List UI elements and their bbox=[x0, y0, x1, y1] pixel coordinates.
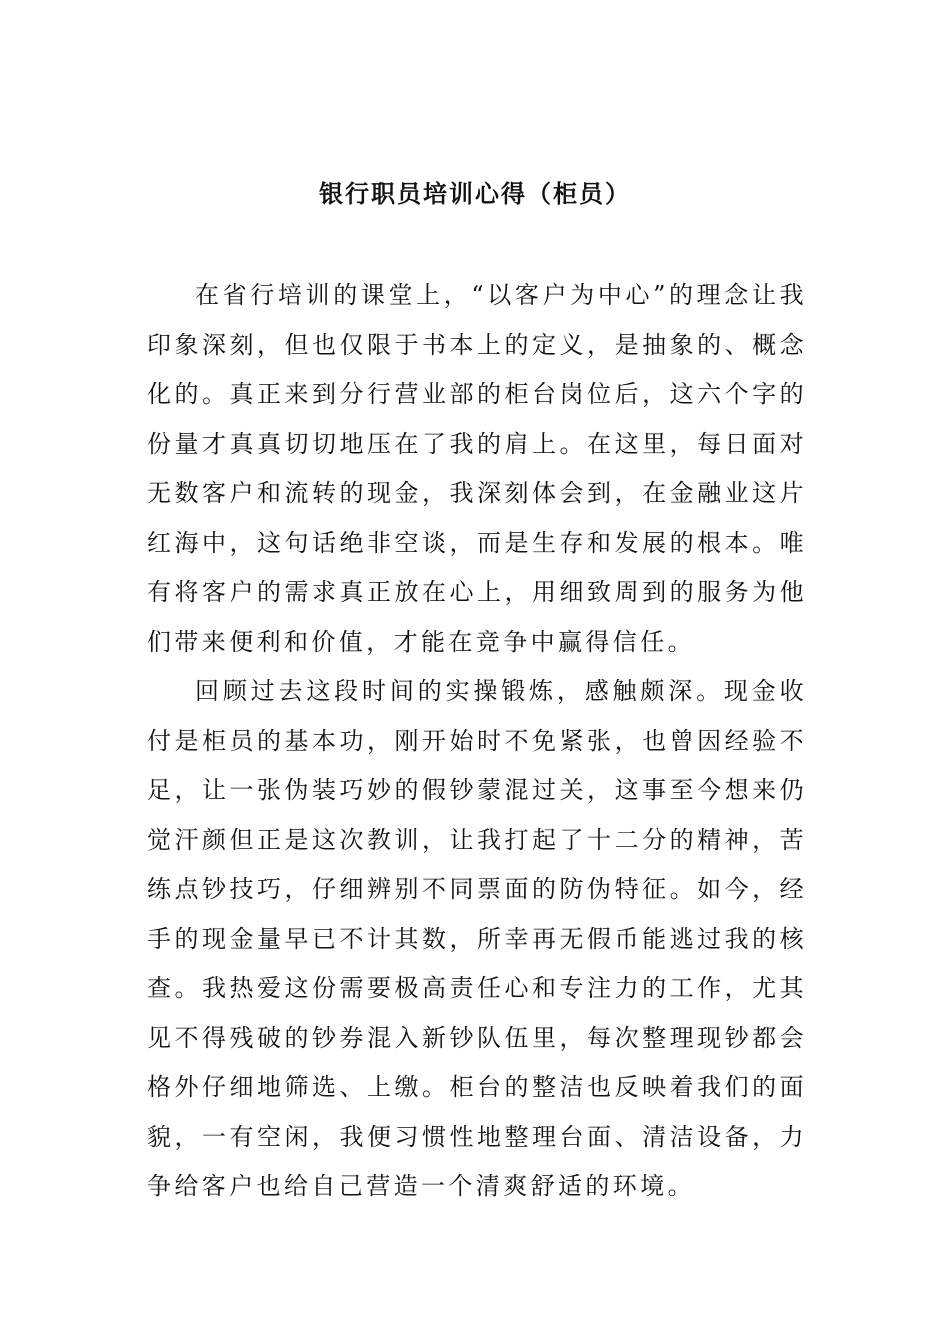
paragraph-2: 回顾过去这段时间的实操锻炼，感触颇深。现金收付是柜员的基本功，刚开始时不免紧张，也曾因经验不足，让一张伪装巧妙的假钞蒙混过关，这事至今想来仍觉汗颜但正是这次教训，让我打起了十二分的精神，苦练点钞技巧，仔细辨别不同票面的防伪特征。如今，经手的现金量早已不计其数，所幸再无假币能逃过我的核查。我热爱这份需要极高责任心和专注力的工作，尤其见不得残破的钞券混入新钞队伍里，每次整理现钞都会格外仔细地筛选、上缴。柜台的整洁也反映着我们的面貌，一有空闲，我便习惯性地整理台面、清洁设备，力争给客户也给自己营造一个清爽舒适的环境。 bbox=[147, 677, 807, 1200]
page-title: 银行职员培训心得（柜员） bbox=[319, 179, 631, 209]
document-body bbox=[147, 271, 807, 1212]
paragraph-1: 在省行培训的课堂上，“以客户为中心”的理念让我印象深刻，但也仅限于书本上的定义，是抽象的、概念化的。真正来到分行营业部的柜台岗位后，这六个字的份量才真真切切地压在了我的肩上。在这里，每日面对无数客户和流转的现金，我深刻体会到，在金融业这片红海中，这句话绝非空谈，而是生存和发展的根本。唯有将客户的需求真正放在心上，用细致周到的服务为他们带来便利和价值，才能在竞争中赢得信任。 bbox=[147, 281, 807, 656]
